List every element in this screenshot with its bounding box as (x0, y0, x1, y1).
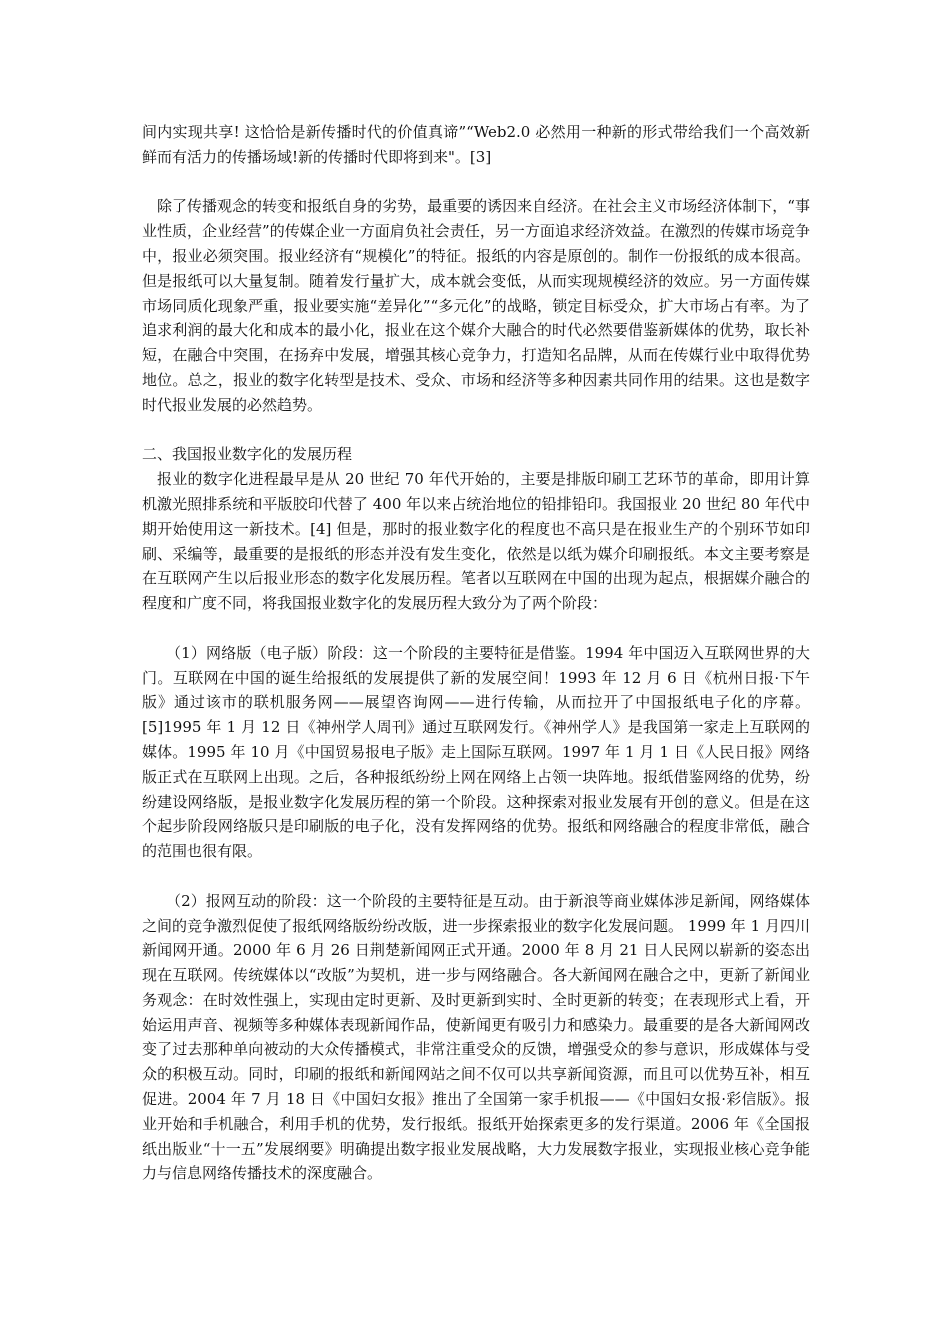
paragraph-stage-two: （2）报网互动的阶段：这一个阶段的主要特征是互动。由于新浪等商业媒体涉足新闻，网络媒体之间的竞争激烈促使了报纸网络版纷纷改版，进一步探索报业的数字化发展问题。 1999 年 1 月四川新闻网开通。2000 年 6 月 26 日荆楚新闻网正式开通。2000 年 8 月 21 日人民网以崭新的姿态出现在互联网。传统媒体以“改版”为契机，进一步与网络融合。各大新闻网在融合之中，更新了新闻业务观念：在时效性强上，实现由定时更新、及时更新到实时、全时更新的转变；在表现形式上看，开始运用声音、视频等多种媒体表现新闻作品，使新闻更有吸引力和感染力。最重要的是各大新闻网改变了过去那种单向被动的大众传播模式，非常注重受众的反馈，增强受众的参与意识，形成媒体与受众的积极互动。同时，印刷的报纸和新闻网站之间不仅可以共享新闻资源，而且可以优势互补，相互促进。2004 年 7 月 18 日《中国妇女报》推出了全国第一家手机报——《中国妇女报·彩信版》。报业开始和手机融合，利用手机的优势，发行报纸。报纸开始探索更多的发行渠道。2006 年《全国报纸出版业“十一五”发展纲要》明确提出数字报业发展战略，大力发展数字报业，实现报业核心竞争能力与信息网络传播技术的深度融合。 (142, 891, 810, 1183)
paragraph-gap (142, 170, 810, 195)
paragraph-digitization-history: 报业的数字化进程最早是从 20 世纪 70 年代开始的，主要是排版印刷工艺环节的革命，即用计算机激光照排系统和平版胶印代替了 400 年以来占统治地位的铅排铅印。我国报业 20 世纪 80 年代中期开始使用这一新技术。[4] 但是，那时的报业数字化的程度也不高只是在报业生产的个别环节如印刷、采编等，最重要的是报纸的形态并没有发生变化，依然是以纸为媒介印刷报纸。本文主要考察是在互联网产生以后报业形态的数字化发展历程。笔者以互联网在中国的出现为起点，根据媒介融合的程度和广度不同，将我国报业数字化的发展历程大致分为了两个阶段： (142, 470, 810, 613)
paragraph-gap (142, 418, 810, 443)
document-page (142, 120, 810, 1186)
paragraph-economic-factors: 除了传播观念的转变和报纸自身的劣势，最重要的诱因来自经济。在社会主义市场经济体制下，“事业性质，企业经营”的传媒企业一方面肩负社会责任，另一方面追求经济效益。在激烈的传媒市场竞争中，报业必须突围。报业经济有“规模化”的特征。报纸的内容是原创的。制作一份报纸的成本很高。但是报纸可以大量复制。随着发行量扩大，成本就会变低，从而实现规模经济的效应。另一方面传媒市场同质化现象严重，报业要实施“差异化”“多元化”的战略，锁定目标受众，扩大市场占有率。为了追求利润的最大化和成本的最小化，报业在这个媒介大融合的时代必然要借鉴新媒体的优势，取长补短，在融合中突围，在扬弃中发展，增强其核心竞争力，打造知名品牌，从而在传媒行业中取得优势地位。总之，报业的数字化转型是技术、受众、市场和经济等多种因素共同作用的结果。这也是数字时代报业发展的必然趋势。 (142, 197, 810, 414)
paragraph-stage-one: （1）网络版（电子版）阶段：这一个阶段的主要特征是借鉴。1994 年中国迈入互联网世界的大门。互联网在中国的诞生给报纸的发展提供了新的发展空间！1993 年 12 月 6 日《杭州日报·下午版》通过该市的联机服务网——展望咨询网——进行传输，从而拉开了中国报纸电子化的序幕。[5]1995 年 1 月 12 日《神州学人周刊》通过互联网发行。《神州学人》是我国第一家走上互联网的媒体。1995 年 10 月《中国贸易报电子版》走上国际互联网。1997 年 1 月 1 日《人民日报》网络版正式在互联网上出现。之后，各种报纸纷纷上网在网络上占领一块阵地。报纸借鉴网络的优势，纷纷建设网络版，是报业数字化发展历程的第一个阶段。这种探索对报业发展有开创的意义。但是在这个起步阶段网络版只是印刷版的电子化，没有发挥网络的优势。报纸和网络融合的程度非常低，融合的范围也很有限。 (142, 643, 810, 861)
paragraph-intro-continuation: 间内实现共享! 这恰恰是新传播时代的价值真谛”“Web2.0 必然用一种新的形式带给我们一个高效新鲜而有活力的传播场域!新的传播时代即将到来"。[3] (142, 123, 810, 166)
paragraph-gap (142, 864, 810, 889)
section-heading: 二、我国报业数字化的发展历程 (142, 445, 353, 464)
paragraph-gap (142, 616, 810, 641)
